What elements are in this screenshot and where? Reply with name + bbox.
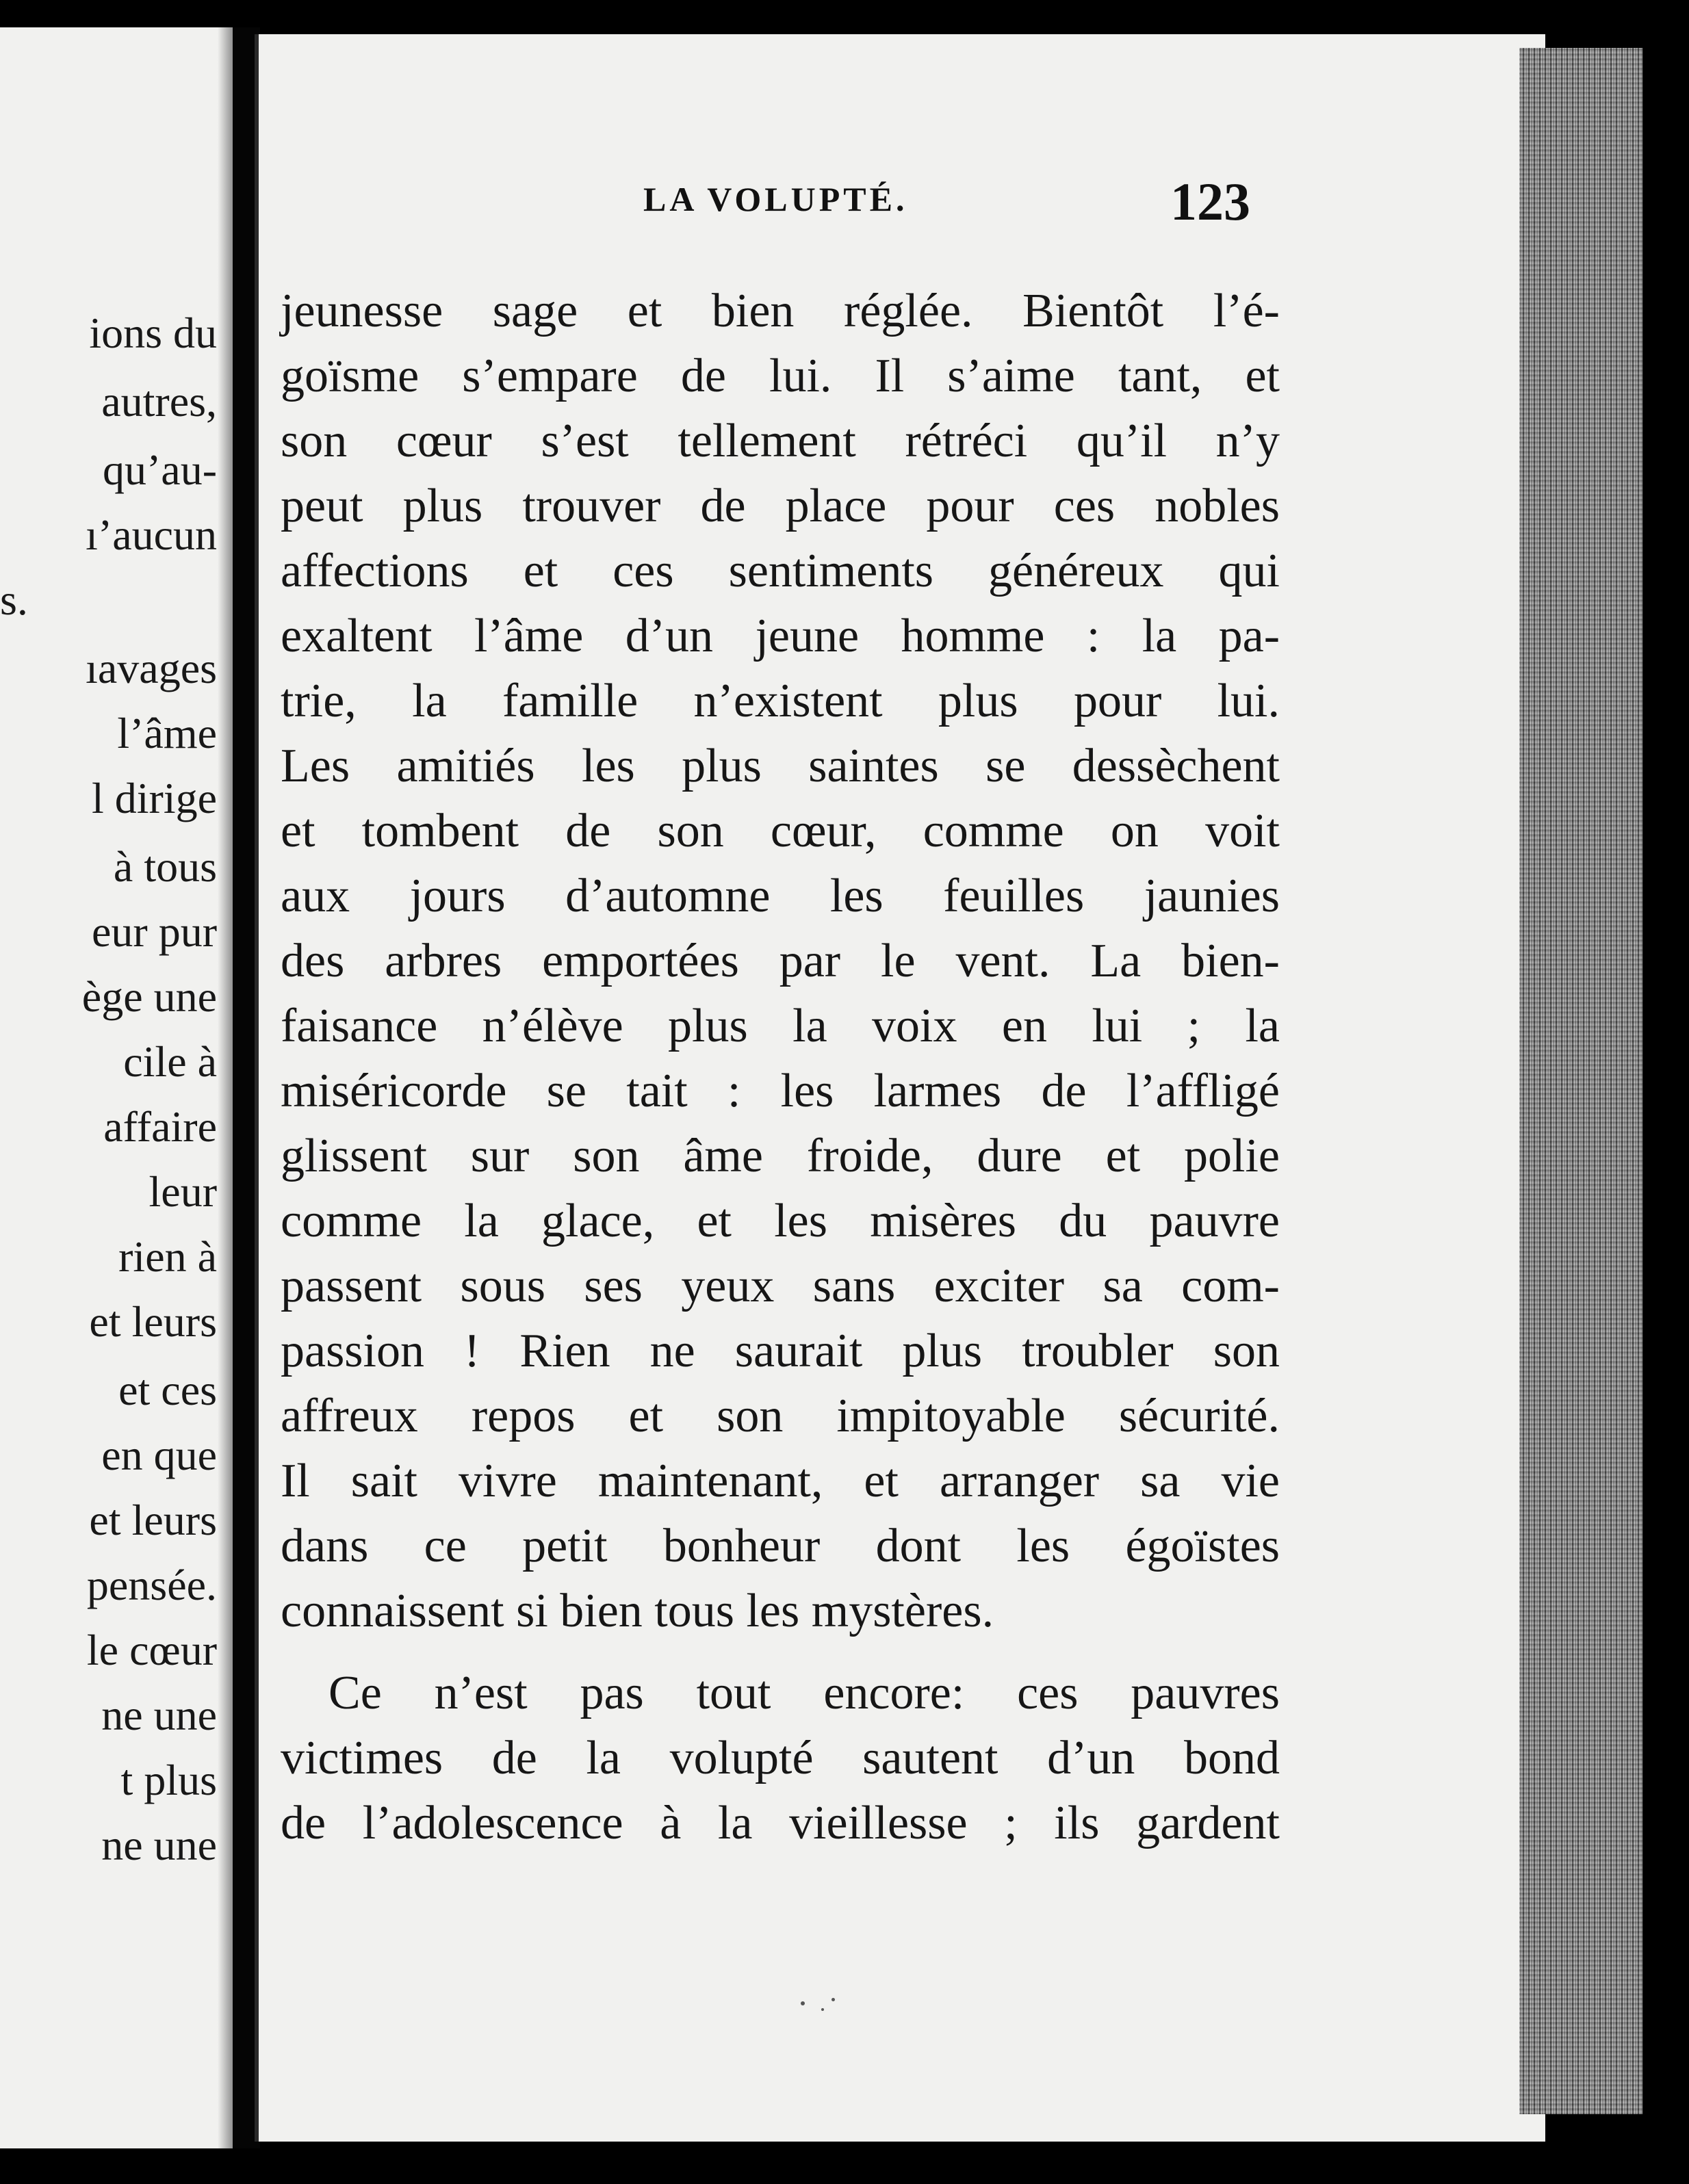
left-page-line: ège une bbox=[81, 972, 217, 1021]
text-line: victimes de la volupté sautent d’un bond bbox=[281, 1732, 1280, 1784]
paper-speck bbox=[831, 1998, 835, 2001]
left-page-line: leur bbox=[149, 1167, 217, 1216]
left-page-line: rien à bbox=[118, 1232, 217, 1281]
left-page-line: ions du bbox=[89, 309, 217, 357]
page-number: 123 bbox=[1170, 172, 1250, 231]
text-line: et tombent de son cœur, comme on voit bbox=[281, 805, 1280, 857]
text-line: jeunesse sage et bien réglée. Bientôt l’é- bbox=[281, 285, 1280, 337]
left-page-line: autres, bbox=[101, 377, 217, 426]
text-line: connaissent si bien tous les mystères. bbox=[281, 1585, 994, 1637]
text-line: Ce n’est pas tout encore: ces pauvres bbox=[328, 1667, 1280, 1719]
text-line: passent sous ses yeux sans exciter sa com- bbox=[281, 1260, 1280, 1312]
scan-border bbox=[1642, 48, 1663, 2128]
left-page-line: cile à bbox=[123, 1037, 217, 1086]
left-page-line: et ces bbox=[118, 1366, 217, 1414]
text-line: goïsme s’empare de lui. Il s’aime tant, et bbox=[281, 350, 1280, 402]
left-page-line: qu’au- bbox=[102, 445, 217, 494]
text-line: de l’adolescence à la vieillesse ; ils gardent bbox=[281, 1797, 1280, 1849]
text-line: affreux repos et son impitoyable sécurité. bbox=[281, 1390, 1280, 1442]
left-page-line: en que bbox=[101, 1431, 217, 1479]
text-line: trie, la famille n’existent plus pour lui. bbox=[281, 675, 1280, 727]
text-line: comme la glace, et les misères du pauvre bbox=[281, 1195, 1280, 1247]
text-line: passion ! Rien ne saurait plus troubler son bbox=[281, 1325, 1280, 1377]
left-page-line: à tous bbox=[113, 842, 217, 891]
left-page-line: eur pur bbox=[91, 907, 217, 956]
left-page-line: affaire bbox=[103, 1102, 217, 1151]
text-line: peut plus trouver de place pour ces nobles bbox=[281, 480, 1280, 532]
left-page-line: et leurs bbox=[89, 1297, 217, 1346]
left-page-line: ne une bbox=[101, 1691, 217, 1739]
left-page-line: s. bbox=[0, 575, 28, 624]
left-page-line: ne une bbox=[101, 1821, 217, 1869]
text-line: affections et ces sentiments généreux qui bbox=[281, 545, 1280, 597]
paper-speck bbox=[821, 2008, 824, 2011]
text-line: son cœur s’est tellement rétréci qu’il n’y bbox=[281, 415, 1280, 467]
text-line: miséricorde se tait : les larmes de l’affligé bbox=[281, 1065, 1280, 1117]
paper-speck bbox=[801, 2001, 805, 2005]
text-line: dans ce petit bonheur dont les égoïstes bbox=[281, 1520, 1280, 1572]
text-line: exaltent l’âme d’un jeune homme : la pa- bbox=[281, 610, 1280, 662]
text-line: des arbres emportées par le vent. La bien- bbox=[281, 935, 1280, 987]
left-page-line: et leurs bbox=[89, 1496, 217, 1544]
left-page-line: ı’aucun bbox=[86, 510, 217, 559]
text-line: glissent sur son âme froide, dure et polie bbox=[281, 1130, 1280, 1182]
left-page-line: l’âme bbox=[117, 709, 217, 757]
text-line: aux jours d’automne les feuilles jaunies bbox=[281, 870, 1280, 922]
left-page-line: pensée. bbox=[86, 1561, 217, 1609]
text-line: Les amitiés les plus saintes se dessèchent bbox=[281, 740, 1280, 792]
left-page-line: l dirige bbox=[91, 774, 217, 822]
left-facing-page bbox=[0, 27, 236, 2148]
running-title: LA VOLUPTÉ. bbox=[643, 180, 908, 218]
left-page-line: t plus bbox=[120, 1756, 217, 1804]
text-line: faisance n’élève plus la voix en lui ; la bbox=[281, 1000, 1280, 1052]
text-line: Il sait vivre maintenant, et arranger sa vie bbox=[281, 1455, 1280, 1507]
left-page-line: le cœur bbox=[86, 1626, 217, 1674]
left-page-line: ıavages bbox=[86, 644, 217, 692]
page-block-edges bbox=[1519, 48, 1656, 2114]
